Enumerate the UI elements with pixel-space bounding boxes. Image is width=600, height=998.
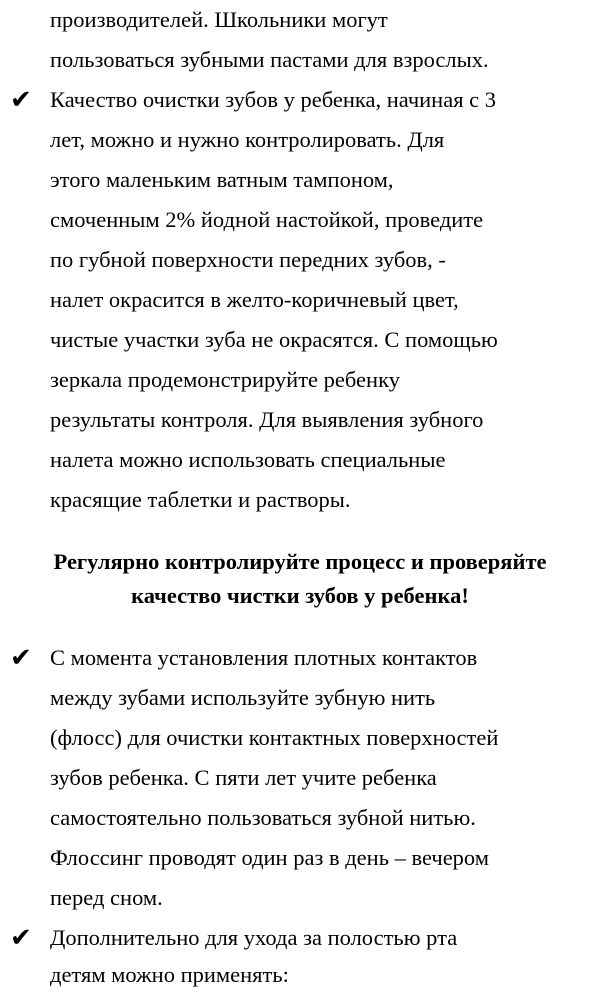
bullet1-line: чистые участки зуба не окрасятся. С помощью <box>50 327 498 352</box>
section-heading-line: Регулярно контролируйте процесс и проверяйте <box>53 549 547 574</box>
bullet2-line: (флосс) для очистки контактных поверхностей <box>50 725 499 750</box>
bullet3-line: детям можно применять: <box>50 962 289 987</box>
bullet1-line: этого маленьким ватным тампоном, <box>50 167 394 192</box>
checkmark-icon: ✔ <box>10 923 32 953</box>
bullet1-line: налет окрасится в желто-коричневый цвет, <box>50 287 459 312</box>
bullet1-line: смоченным 2% йодной настойкой, проведите <box>50 207 484 232</box>
bullet3-line: Дополнительно для ухода за полостью рта <box>50 925 458 950</box>
bullet2-line: С момента установления плотных контактов <box>50 645 478 670</box>
bullet1-line: результаты контроля. Для выявления зубного <box>50 407 484 432</box>
section-heading-line: качество чистки зубов у ребенка! <box>131 583 469 608</box>
bullet1-line: лет, можно и нужно контролировать. Для <box>50 127 445 152</box>
bullet2-line: между зубами используйте зубную нить <box>50 685 436 710</box>
bullet1-line: зеркала продемонстрируйте ребенку <box>50 367 400 392</box>
bullet2-line: Флоссинг проводят один раз в день – вечером <box>50 845 489 870</box>
bullet1-line: красящие таблетки и растворы. <box>50 487 351 512</box>
intro-line: производителей. Школьники могут <box>50 7 388 32</box>
bullet2-line: перед сном. <box>50 885 163 910</box>
intro-line: пользоваться зубными пастами для взрослых. <box>50 47 489 72</box>
checkmark-icon: ✔ <box>10 643 32 673</box>
bullet2-line: зубов ребенка. С пяти лет учите ребенка <box>50 765 437 790</box>
bullet1-line: по губной поверхности передних зубов, - <box>50 247 446 272</box>
bullet1-line: Качество очистки зубов у ребенка, начиная с 3 <box>50 87 497 112</box>
checkmark-icon: ✔ <box>10 85 32 115</box>
bullet2-line: самостоятельно пользоваться зубной нитью. <box>50 805 476 830</box>
bullet1-line: налета можно использовать специальные <box>50 447 446 472</box>
